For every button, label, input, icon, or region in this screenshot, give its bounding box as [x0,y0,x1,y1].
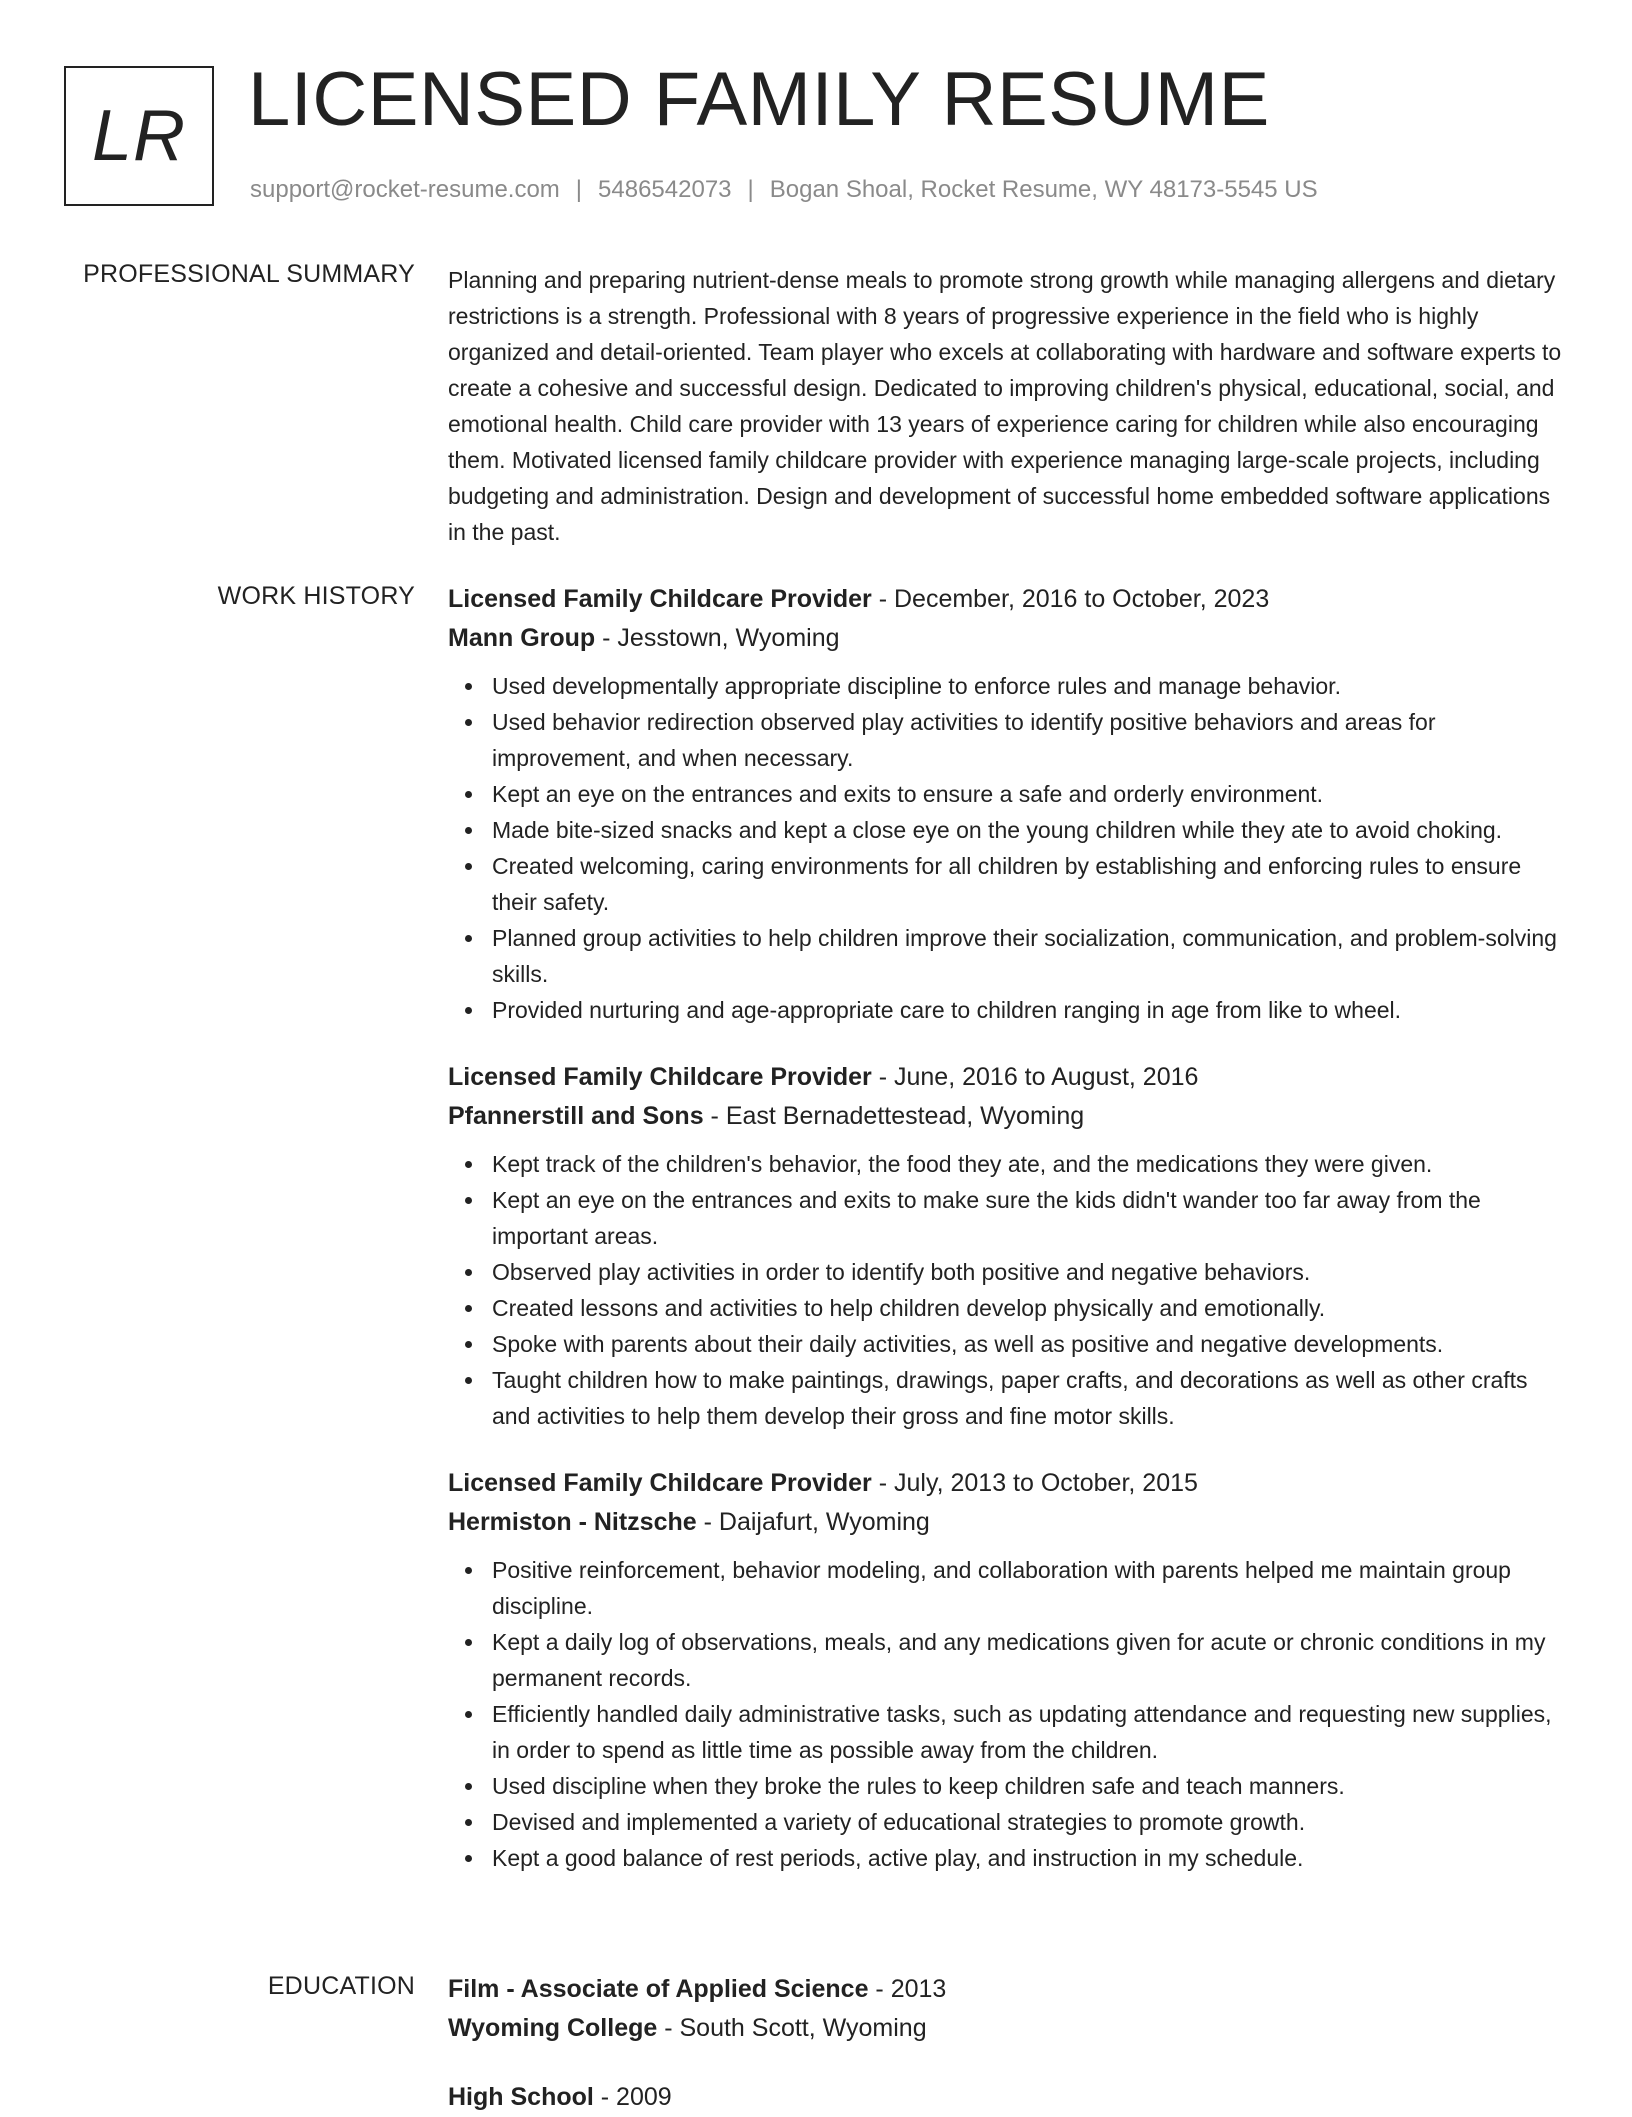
degree-line [448,2078,1568,2117]
summary-text: Planning and preparing nutrient-dense meals to promote strong growth while managing allergens and dietary restrictions is a strength. Professional with 8 years of progressive experience in the field who is highly organized and detail-oriented. Team player who excels at collaborating with hardware and software experts to create a cohesive and successful design. Dedicated to improving children's physical, educational, social, and emotional health. Child care provider with 13 years of experience caring for children while also encouraging them. Motivated licensed family childcare provider with experience managing large-scale projects, including budgeting and administration. Design and development of successful home embedded software applications in the past. [448,267,1562,545]
job-title-line [448,1058,1568,1097]
school-location: - South Scott, Wyoming [657,2014,927,2042]
job-bullets [448,668,1568,1028]
bullet-item: Taught children how to make paintings, drawings, paper crafts, and decorations as well as other crafts and activities to help them develop their gross and fine motor skills. [492,1362,1568,1434]
job-dates: - December, 2016 to October, 2023 [871,585,1270,613]
bullet-item: Positive reinforcement, behavior modeling, and collaboration with parents helped me maintain group discipline. [492,1552,1568,1624]
contact-line [250,176,1318,204]
bullet-item: Kept an eye on the entrances and exits to make sure the kids didn't wander too far away from the important areas. [492,1182,1568,1254]
job-bullets [448,1552,1568,1876]
degree-line [448,1970,1568,2009]
job-title: Licensed Family Childcare Provider [448,1063,872,1091]
contact-separator: | [575,176,583,203]
job-location: - Daijafurt, Wyoming [696,1508,930,1536]
section-label-education: EDUCATION [267,1972,415,2000]
job-company-line [448,1503,1568,1542]
job-title: Licensed Family Childcare Provider [448,585,872,613]
job-dates: - July, 2013 to October, 2015 [871,1469,1198,1497]
job-title-line [448,1464,1568,1503]
job-company-line [448,619,1568,658]
contact-email: support@rocket-resume.com [250,176,560,203]
bullet-item: Kept an eye on the entrances and exits to ensure a safe and orderly environment. [492,776,1568,812]
education-entry [448,1970,1568,2048]
bullet-item: Kept a good balance of rest periods, active play, and instruction in my schedule. [492,1840,1568,1876]
bullet-item: Kept track of the children's behavior, the food they ate, and the medications they were given. [492,1146,1568,1182]
job-title: Licensed Family Childcare Provider [448,1469,872,1497]
bullet-item: Provided nurturing and age-appropriate care to children ranging in age from like to wheel. [492,992,1568,1028]
job-dates: - June, 2016 to August, 2016 [871,1063,1199,1091]
bullet-item: Created welcoming, caring environments for all children by establishing and enforcing rules to ensure their safety. [492,848,1568,920]
section-label-work-history: WORK HISTORY [217,582,415,610]
school-line [448,2009,1568,2048]
job-bullets [448,1146,1568,1434]
bullet-item: Used discipline when they broke the rules to keep children safe and teach manners. [492,1768,1568,1804]
degree-name: Film - Associate of Applied Science [448,1975,869,2003]
job-location: - Jesstown, Wyoming [595,624,840,652]
job-entry [448,580,1568,1028]
job-location: - East Bernadettestead, Wyoming [703,1102,1085,1130]
section-label-summary: PROFESSIONAL SUMMARY [83,260,415,288]
job-company: Hermiston - Nitzsche [448,1508,697,1536]
degree-name: High School [448,2083,594,2111]
resume-title: LICENSED FAMILY RESUME [248,57,1270,142]
bullet-item: Made bite-sized snacks and kept a close eye on the young children while they ate to avoid choking. [492,812,1568,848]
job-title-line [448,580,1568,619]
job-company: Pfannerstill and Sons [448,1102,704,1130]
job-entry [448,1464,1568,1876]
job-entry [448,1058,1568,1434]
work-history-body [448,580,1568,1876]
job-company-line [448,1097,1568,1136]
summary-body [448,262,1568,550]
degree-year: - 2013 [868,1975,947,2003]
contact-separator: | [747,176,754,203]
contact-address: Bogan Shoal, Rocket Resume, WY 48173-5545 US [769,176,1318,203]
bullet-item: Planned group activities to help children improve their socialization, communication, and problem-solving skills. [492,920,1568,992]
bullet-item: Used behavior redirection observed play activities to identify positive behaviors and areas for improvement, and when necessary. [492,704,1568,776]
bullet-item: Devised and implemented a variety of educational strategies to promote growth. [492,1804,1568,1840]
education-entry [448,2078,1568,2117]
education-body [448,1970,1568,2117]
bullet-item: Used developmentally appropriate discipline to enforce rules and manage behavior. [492,668,1568,704]
job-company: Mann Group [448,624,596,652]
bullet-item: Observed play activities in order to identify both positive and negative behaviors. [492,1254,1568,1290]
school-name: Wyoming College [448,2014,658,2042]
bullet-item: Efficiently handled daily administrative tasks, such as updating attendance and requesting new supplies, in order to spend as little time as possible away from the children. [492,1696,1568,1768]
monogram-initials: LR [91,96,187,176]
bullet-item: Kept a daily log of observations, meals, and any medications given for acute or chronic conditions in my permanent records. [492,1624,1568,1696]
bullet-item: Created lessons and activities to help children develop physically and emotionally. [492,1290,1568,1326]
degree-year: - 2009 [593,2083,672,2111]
bullet-item: Spoke with parents about their daily activities, as well as positive and negative developments. [492,1326,1568,1362]
contact-phone: 5486542073 [598,176,732,203]
monogram-logo [64,66,214,206]
